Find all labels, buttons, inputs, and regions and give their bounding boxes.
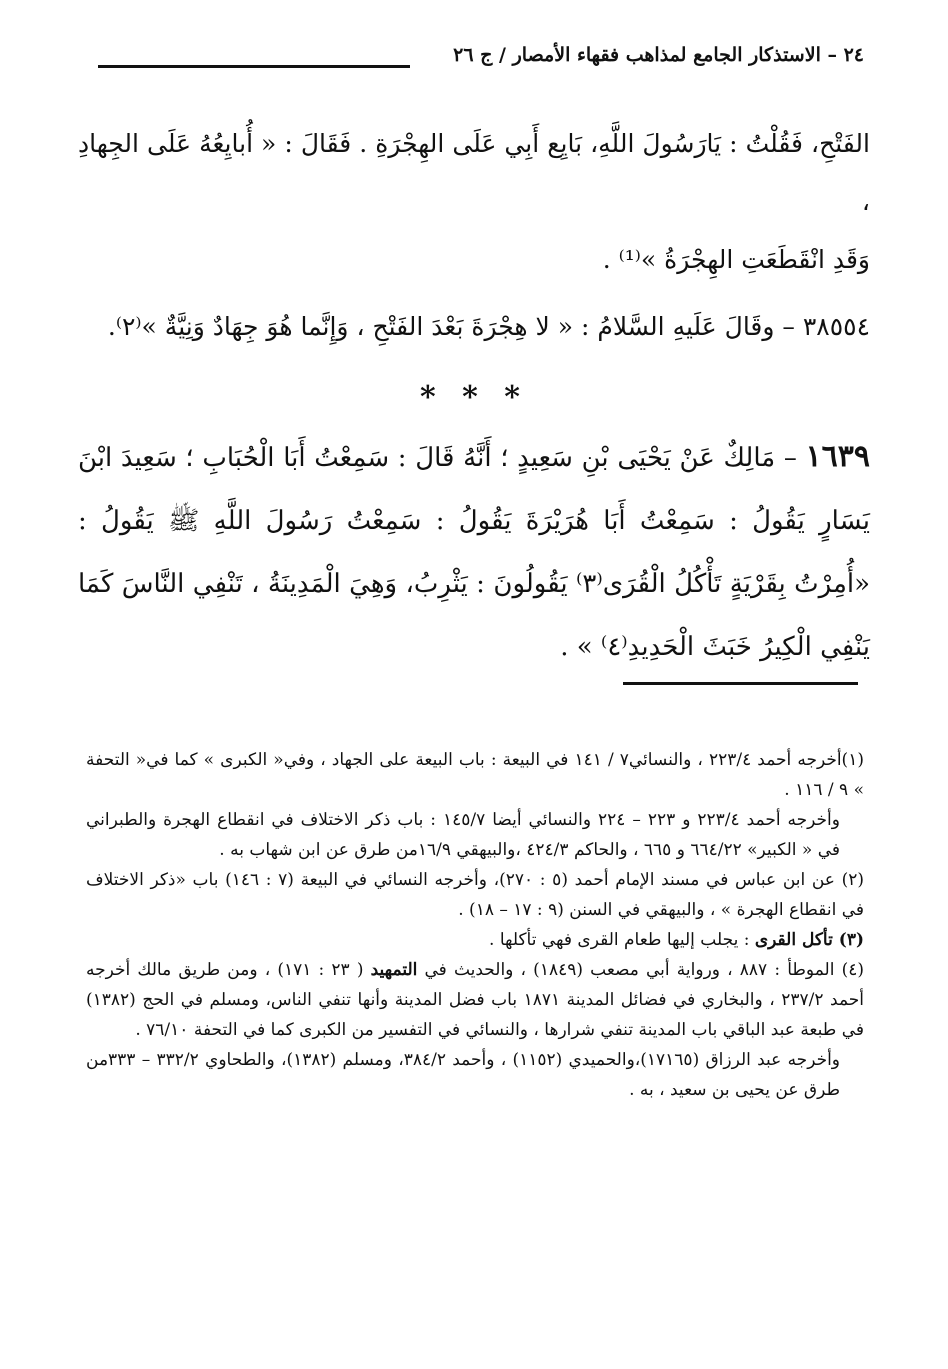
footnote-2: (٢) عن ابن عباس في مسند الإمام أحمد (٥ : ٢٧٠)، وأخرجه النسائي في البيعة (٧ : ١٤٦) باب «ذكر الاختلاف في انقطاع الهجرة » ، والبيهقي في السنن (٩ : ١٧ – ١٨) . <box>86 870 864 920</box>
footnote-4a-end: ( ٢٣ : ١٧١) ، ومن طريق مالك أخرجه أحمد ٢٣٧/٢ ، والبخاري في فضائل المدينة ١٨٧١ باب فضل المدينة وأنها تنفي الناس، ومسلم في الحج (١٣٨٢) في طبعة عبد الباقي باب المدينة تنفي شرارها ، والنسائي في التفسير من الكبرى كما في التحفة ٧٦/١٠ . <box>86 960 865 1040</box>
intro-line-1: الفَتْحِ، فَقُلْتُ : يَارَسُولَ اللَّهِ، بَايِع أَبِي عَلَى الهِجْرَةِ . فَقَالَ : « أُبايِعُهُ عَلَى الجِهادِ ، <box>78 129 870 216</box>
header-rule <box>98 65 410 68</box>
page-header <box>98 36 864 76</box>
footnote-4a <box>86 955 864 1045</box>
section-text: – مَالِكٌ عَنْ يَحْيَى بْنِ سَعِيدٍ ؛ أَنَّهُ قَالَ : سَمِعْتُ أَبَا الْحُبَابِ ؛ سَعِيدَ ابْنَ يَسَارٍ يَقُولُ : سَمِعْتُ أَبَا هُرَيْرَةَ يَقُولُ : سَمِعْتُ رَسُولَ اللَّهِ ﷺ يَقُولُ : «أُمِرْتُ بِقَرْيَةٍ تَأْكُلُ الْقُرَى⁽٣⁾ يَقُولُونَ : يَثْرِبُ، وَهِيَ الْمَدِينَةُ ، تَنْفِي النَّاسَ كَمَا يَنْفِي الْكِيرُ خَبَثَ الْحَدِيدِ⁽٤⁾ » . <box>78 443 870 662</box>
section-1639 <box>78 425 870 679</box>
section-number: ١٦٣٩ <box>805 439 870 474</box>
running-title: ٢٤ – الاستذكار الجامع لمذاهب فقهاء الأمصار / ج ٢٦ <box>453 44 864 66</box>
footnotes-rule <box>623 682 858 685</box>
intro-line-2: وَقَدِ انْقَطَعَتِ الهِجْرَةُ »⁽¹⁾ . <box>602 245 870 274</box>
footnote-3-label: (٣) تأكل القرى <box>754 930 864 950</box>
footnote-3 <box>86 925 864 955</box>
footnote-1a: (١)أخرجه أحمد ٢٢٣/٤ ، والنسائي٧ / ١٤١ في البيعة : باب البيعة على الجهاد ، وفي« الكبرى » كما في« التحفة » ٩ / ١١٦ . <box>86 750 864 800</box>
footnotes <box>86 745 864 1105</box>
section-separator: * * * <box>420 380 528 415</box>
footnote-4a-bold: التمهيد <box>370 960 418 980</box>
footnote-3-text: : يجلب إليها طعام القرى فهي تأكلها . <box>489 930 755 950</box>
footnote-1b: وأخرجه أحمد ٢٢٣/٤ و ٢٢٣ – ٢٢٤ والنسائي أيضا ١٤٥/٧ : باب ذكر الاختلاف في انقطاع الهجرة والطبراني في « الكبير» ٦٦٤/٢٢ و ٦٦٥ ، والحاكم ٤٢٤/٣ ،والبيهقي ١٦/٩من طرق عن ابن شهاب به . <box>86 810 840 860</box>
hadith-38554: ٣٨٥٥٤ – وقَالَ عَلَيهِ السَّلامُ : « لا هِجْرَةَ بَعْدَ الفَتْحِ ، وَإِنَّما هُوَ جِهَادٌ وَنِيَّةٌ »⁽٢⁾. <box>107 312 870 341</box>
main-text <box>78 115 870 679</box>
footnote-4a-start: (٤) الموطأ : ٨٨٧ ، ورواية أبي مصعب (١٨٤٩) ، والحديث في <box>417 960 864 980</box>
footnote-4b: وأخرجه عبد الرزاق (١٧١٦٥)،والحميدي (١١٥٢) ، وأحمد ٣٨٤/٢، ومسلم (١٣٨٢)، والطحاوي ٣٣٢/٢ – ٣٣٣من طرق عن يحيى بن سعيد ، به . <box>86 1050 841 1100</box>
